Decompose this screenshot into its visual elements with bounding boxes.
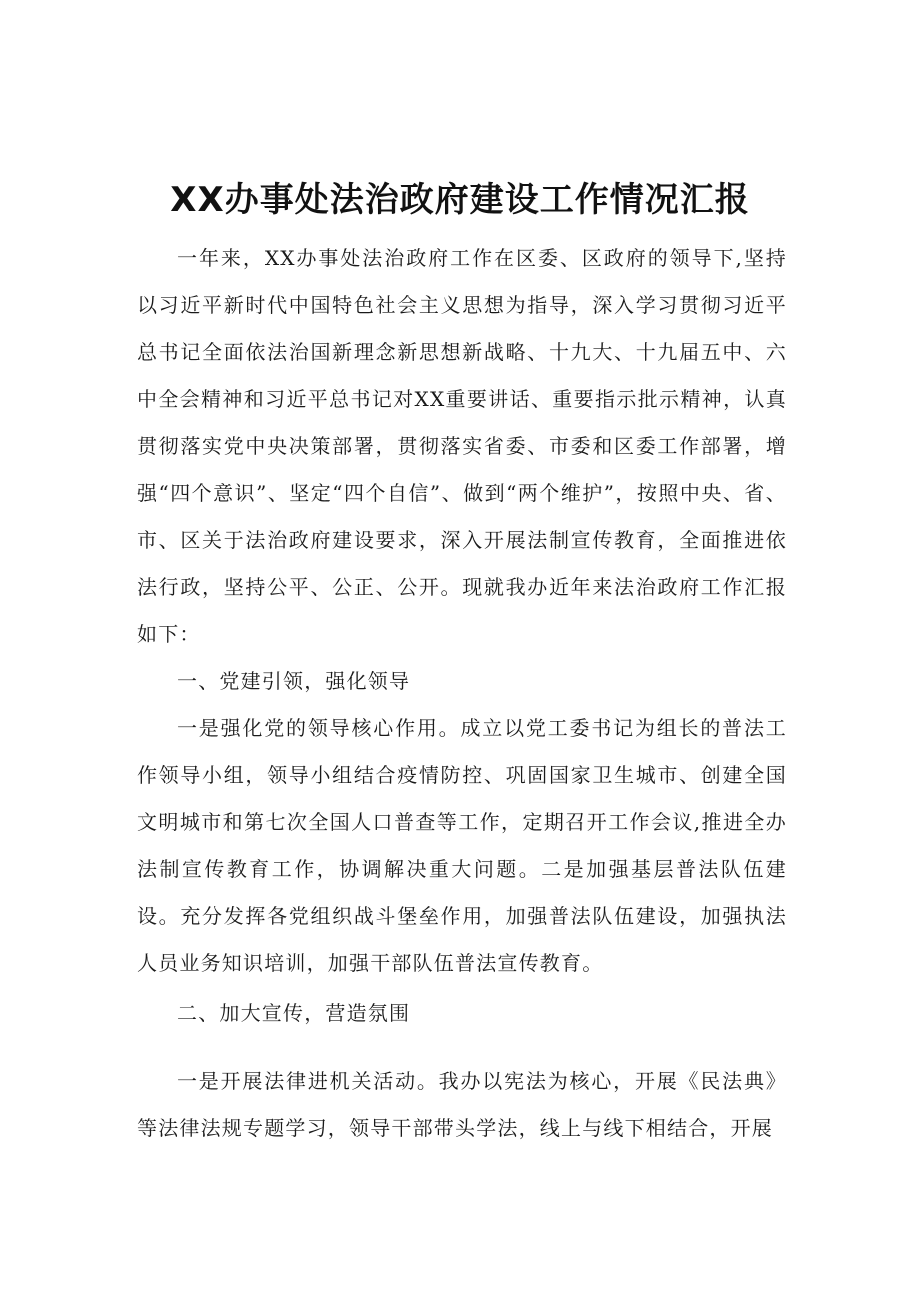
section-1-paragraph: 一是强化党的领导核心作用。成立以党工委书记为组长的普法工作领导小组，领导小组结合疫情防控、巩固国家卫生城市、创建全国文明城市和第七次全国人口普查等工作，定期召开工作会议,推进全办法制宣传教育工作，协调解决重大问题。二是加强基层普法队伍建设。充分发挥各党组织战斗堡垒作用，加强普法队伍建设，加强执法人员业务知识培训，加强干部队伍普法宣传教育。 — [137, 716, 787, 975]
section-heading-2: 二、加大宣传，营造氛围 — [177, 1001, 411, 1025]
section-heading-1: 一、党建引领，强化领导 — [177, 669, 411, 693]
section-2-paragraph: 一是开展法律进机关活动。我办以宪法为核心，开展《民法典》等法律法规专题学习，领导干部带头学法，线上与线下相结合，开展 — [137, 1069, 787, 1140]
document-title: XX办事处法治政府建设工作情况汇报 — [170, 180, 750, 220]
intro-paragraph: 一年来，XX办事处法治政府工作在区委、区政府的领导下,坚持以习近平新时代中国特色社会主义思想为指导，深入学习贯彻习近平总书记全面依法治国新理念新思想新战略、十九大、十九届五中、六中全会精神和习近平总书记对XX重要讲话、重要指示批示精神，认真贯彻落实党中央决策部署，贯彻落实省委、市委和区委工作部署，增强“四个意识”、坚定“四个自信”、做到“两个维护”，按照中央、省、市、区关于法治政府建设要求，深入开展法制宣传教育，全面推进依法行政，坚持公平、公正、公开。现就我办近年来法治政府工作汇报如下： — [137, 246, 787, 646]
